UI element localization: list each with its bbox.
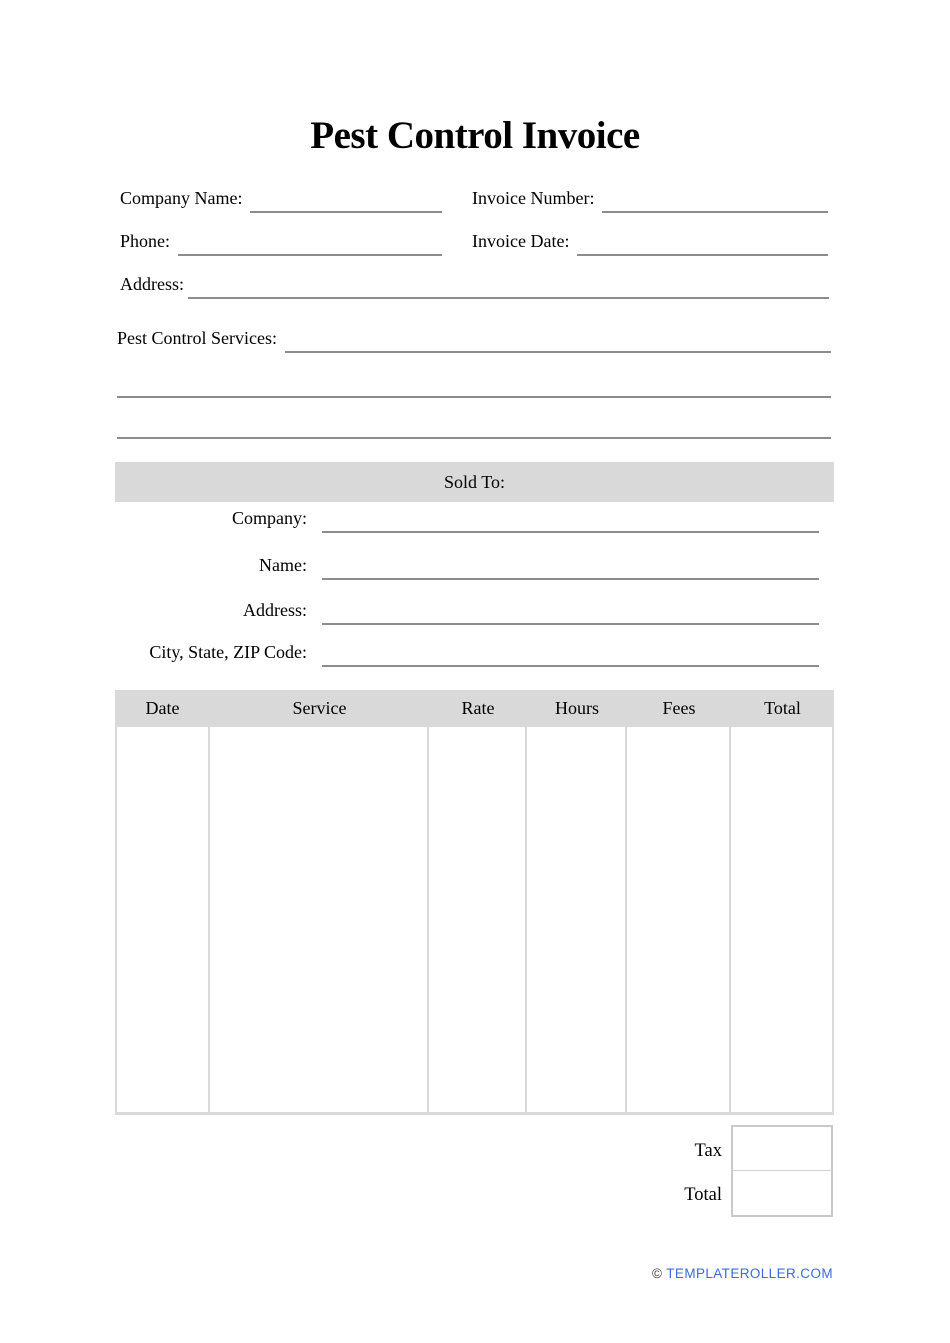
company-name-blank-line bbox=[250, 183, 442, 213]
total-column-empty-cell bbox=[731, 727, 834, 1115]
services-label: Pest Control Services: bbox=[117, 328, 277, 348]
invoice-date-blank-line bbox=[577, 226, 828, 256]
column-header-service: Service bbox=[210, 690, 429, 727]
sold-to-name-field bbox=[124, 550, 819, 580]
hours-column-empty-cell bbox=[527, 727, 627, 1115]
column-header-date: Date bbox=[115, 690, 210, 727]
column-header-hours: Hours bbox=[527, 690, 627, 727]
tax-value-box bbox=[733, 1127, 831, 1171]
address-blank-line bbox=[188, 269, 829, 299]
sold-to-name-label: Name: bbox=[259, 555, 307, 575]
table-body-row bbox=[115, 727, 834, 1115]
sold-to-title: Sold To: bbox=[444, 472, 505, 492]
rate-column-empty-cell bbox=[429, 727, 527, 1115]
date-column-empty-cell bbox=[115, 727, 210, 1115]
phone-field bbox=[120, 226, 442, 256]
service-column-empty-cell bbox=[210, 727, 429, 1115]
invoice-number-blank-line bbox=[602, 183, 828, 213]
services-field bbox=[117, 323, 831, 353]
sold-to-city-state-zip-field bbox=[124, 637, 819, 667]
column-header-total: Total bbox=[731, 690, 834, 727]
sold-to-address-field bbox=[124, 595, 819, 625]
total-label: Total bbox=[684, 1185, 722, 1205]
invoice-date-field bbox=[472, 226, 828, 256]
services-blank-line-1 bbox=[285, 323, 831, 353]
sold-to-address-label: Address: bbox=[243, 600, 307, 620]
phone-label: Phone: bbox=[120, 231, 171, 251]
tax-label: Tax bbox=[694, 1141, 722, 1161]
sold-to-company-blank-line bbox=[322, 503, 819, 533]
invoice-number-field bbox=[472, 183, 828, 213]
sold-to-header-bar bbox=[115, 462, 834, 502]
fees-column-empty-cell bbox=[627, 727, 731, 1115]
summary-box bbox=[731, 1125, 833, 1217]
address-label: Address: bbox=[120, 274, 184, 294]
company-name-label: Company Name: bbox=[120, 188, 243, 208]
invoice-date-label: Invoice Date: bbox=[472, 231, 570, 251]
sold-to-city-state-zip-label: City, State, ZIP Code: bbox=[149, 642, 307, 662]
invoice-number-label: Invoice Number: bbox=[472, 188, 595, 208]
column-header-rate: Rate bbox=[429, 690, 527, 727]
line-items-table bbox=[115, 690, 834, 1115]
sold-to-company-label: Company: bbox=[232, 508, 307, 528]
page-title: Pest Control Invoice bbox=[310, 114, 640, 157]
sold-to-city-state-zip-blank-line bbox=[322, 637, 819, 667]
company-name-field bbox=[120, 183, 442, 213]
copyright-symbol: © bbox=[651, 1266, 663, 1281]
column-header-fees: Fees bbox=[627, 690, 731, 727]
services-blank-line-3 bbox=[117, 421, 831, 439]
sold-to-name-blank-line bbox=[322, 550, 819, 580]
sold-to-company-field bbox=[124, 503, 819, 533]
table-header-row bbox=[115, 690, 834, 727]
total-value-box bbox=[733, 1171, 831, 1215]
sold-to-address-blank-line bbox=[322, 595, 819, 625]
address-field bbox=[120, 269, 829, 299]
templateroller-link[interactable]: TEMPLATEROLLER.COM bbox=[666, 1266, 833, 1281]
services-blank-line-2 bbox=[117, 380, 831, 398]
footer bbox=[652, 1266, 833, 1281]
phone-blank-line bbox=[178, 226, 442, 256]
